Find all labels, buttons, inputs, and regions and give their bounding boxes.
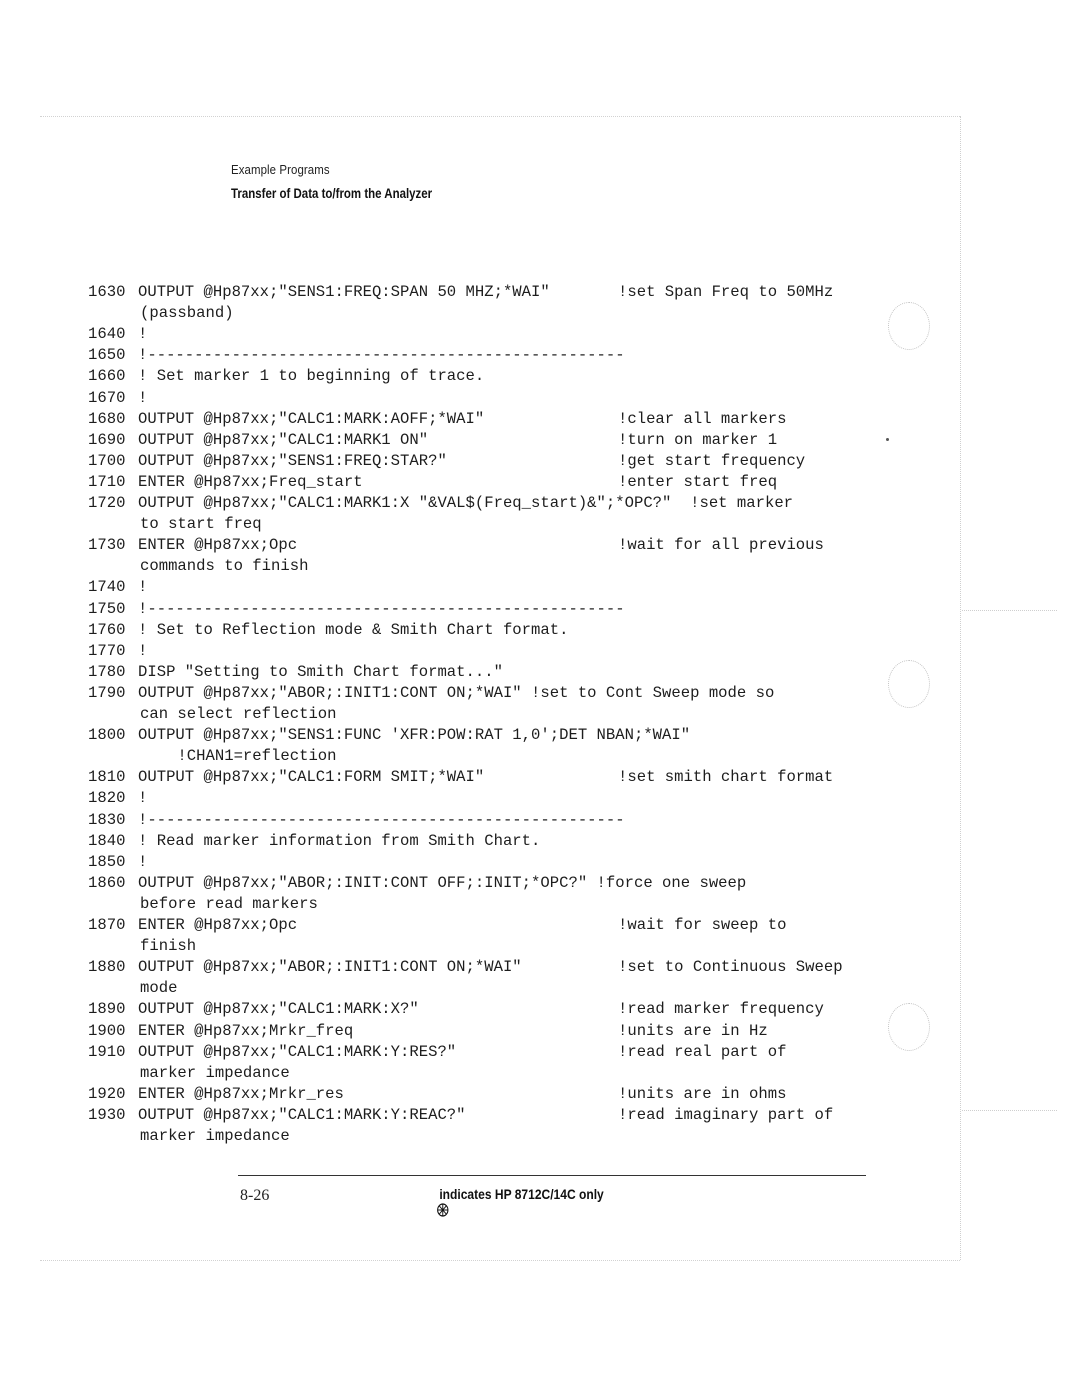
statement: OUTPUT @Hp87xx;"ABOR;:INIT1:CONT ON;*WAI" !set to Cont Sweep mode so [138,683,775,702]
statement: OUTPUT @Hp87xx;"ABOR;:INIT1:CONT ON;*WAI" [138,958,522,977]
continuation-line: !CHAN1=reflection [140,747,337,766]
line-number: 1790 [88,683,126,702]
statement: OUTPUT @Hp87xx;"SENS1:FUNC 'XFR:POW:RAT 1,0';DET NBAN;*WAI" [138,726,691,745]
statement: OUTPUT @Hp87xx;"CALC1:MARK1 ON" [138,430,429,449]
code-line [88,641,940,662]
line-number: 1660 [88,367,126,386]
line-number: 1870 [88,916,126,934]
inline-comment: !wait for all previous [618,536,824,555]
line-number: 1920 [88,1084,126,1103]
line-number: 1900 [88,1021,126,1040]
code-line [88,324,940,345]
running-head: Example Programs [231,162,330,177]
code-line [88,999,940,1020]
statement: ! [138,578,148,597]
code-line [88,1105,940,1126]
line-number: 1650 [88,346,126,365]
continuation-line: can select reflection [140,705,337,723]
code-line [88,430,940,451]
continuation-line: marker impedance [140,1063,290,1082]
section-title: Transfer of Data to/from the Analyzer [231,185,433,201]
code-line [88,852,940,873]
line-number: 1770 [88,641,126,660]
footer-note-text: indicates HP 8712C/14C only [439,1186,604,1202]
code-line [88,915,940,936]
statement: OUTPUT @Hp87xx;"CALC1:MARK:Y:REAC?" [138,1105,466,1124]
code-line [88,472,940,493]
inline-comment: !read marker frequency [618,1000,824,1019]
statement: OUTPUT @Hp87xx;"SENS1:FREQ:STAR?" [138,451,447,470]
statement: ! Set marker 1 to beginning of trace. [138,367,485,386]
continuation-line: mode [140,979,178,998]
line-number: 1730 [88,536,126,555]
line-number: 1860 [88,873,126,892]
code-line [88,366,940,387]
code-line [88,873,940,894]
continuation-line: to start freq [140,515,262,534]
code-line [88,683,940,704]
code-line [88,620,940,641]
statement: OUTPUT @Hp87xx;"CALC1:MARK1:X "&VAL$(Freq_start)&";*OPC?" !set marker [138,494,794,512]
inline-comment: !units are in Hz [618,1021,768,1040]
line-number: 1640 [88,325,126,344]
line-number: 1690 [88,430,126,449]
code-line [88,767,940,788]
inline-comment: !get start frequency [618,451,806,470]
footer-rule [238,1175,866,1176]
statement: OUTPUT @Hp87xx;"CALC1:MARK:Y:RES?" [138,1042,457,1061]
statement: ENTER @Hp87xx;Opc [138,536,298,555]
statement: OUTPUT @Hp87xx;"CALC1:FORM SMIT;*WAI" [138,768,485,787]
statement: ENTER @Hp87xx;Opc [138,916,298,934]
statement: ENTER @Hp87xx;Freq_start [138,472,363,491]
statement: ! [138,388,148,407]
hp-instrument-mark-icon [423,1187,435,1201]
continuation-line: before read markers [140,894,318,913]
statement: ! Set to Reflection mode & Smith Chart format. [138,620,569,639]
continuation-line: finish [140,937,197,956]
inline-comment: !turn on marker 1 [618,430,778,449]
statement: !--------------------------------------------------- [138,810,625,829]
margin-tick [962,610,1057,611]
line-number: 1890 [88,1000,126,1019]
line-number: 1720 [88,494,126,512]
page-number: 8-26 [240,1187,270,1204]
code-line [88,1021,940,1042]
code-line [88,535,940,556]
margin-tick [962,1110,1057,1111]
statement: OUTPUT @Hp87xx;"ABOR;:INIT:CONT OFF;:INIT;*OPC?" !force one sweep [138,873,747,892]
continuation-line: marker impedance [140,1127,290,1145]
line-number: 1840 [88,831,126,850]
statement: DISP "Setting to Smith Chart format..." [138,662,503,681]
line-number: 1680 [88,409,126,428]
statement: ! [138,641,148,660]
code-line [88,282,940,303]
inline-comment: !set to Continuous Sweep [618,958,843,977]
inline-comment: !read real part of [618,1042,787,1061]
inline-comment: !clear all markers [618,409,787,428]
statement: ! Read marker information from Smith Chart. [138,831,541,850]
line-number: 1820 [88,789,126,808]
code-line [88,662,940,683]
footer-note [423,1186,604,1202]
code-line [88,577,940,598]
code-line [88,345,940,366]
inline-comment: !wait for sweep to [618,916,787,934]
statement: OUTPUT @Hp87xx;"SENS1:FREQ:SPAN 50 MHZ;*WAI" [138,283,550,301]
line-number: 1760 [88,620,126,639]
code-line [88,599,940,620]
line-number: 1810 [88,768,126,787]
code-line [88,788,940,809]
line-number: 1880 [88,958,126,977]
line-number: 1700 [88,451,126,470]
code-line [88,810,940,831]
line-number: 1850 [88,852,126,871]
statement: ! [138,325,148,344]
code-line [88,388,940,409]
statement: OUTPUT @Hp87xx;"CALC1:MARK:AOFF;*WAI" [138,409,485,428]
code-line [88,409,940,430]
continuation-line: (passband) [140,304,234,323]
statement: ENTER @Hp87xx;Mrkr_res [138,1084,344,1103]
statement: ENTER @Hp87xx;Mrkr_freq [138,1021,354,1040]
inline-comment: !set smith chart format [618,768,834,787]
continuation-line: commands to finish [140,557,309,576]
page-edge-right [960,116,961,1260]
code-line [88,451,940,472]
page-edge-bottom [40,1260,960,1261]
line-number: 1910 [88,1042,126,1061]
code-line [88,725,940,746]
line-number: 1750 [88,599,126,618]
line-number: 1630 [88,283,126,301]
statement: !--------------------------------------------------- [138,346,625,365]
statement: OUTPUT @Hp87xx;"CALC1:MARK:X?" [138,1000,419,1019]
code-line [88,1084,940,1105]
statement: ! [138,852,148,871]
code-line [88,1042,940,1063]
inline-comment: !set Span Freq to 50MHz [618,283,834,301]
statement: ! [138,789,148,808]
code-line [88,957,940,978]
line-number: 1800 [88,726,126,745]
inline-comment: !read imaginary part of [618,1105,834,1124]
code-line [88,493,940,514]
line-number: 1710 [88,472,126,491]
inline-comment: !enter start freq [618,472,778,491]
statement: !--------------------------------------------------- [138,599,625,618]
line-number: 1740 [88,578,126,597]
line-number: 1780 [88,662,126,681]
line-number: 1930 [88,1105,126,1124]
line-number: 1830 [88,810,126,829]
code-line [88,831,940,852]
line-number: 1670 [88,388,126,407]
inline-comment: !units are in ohms [618,1084,787,1103]
